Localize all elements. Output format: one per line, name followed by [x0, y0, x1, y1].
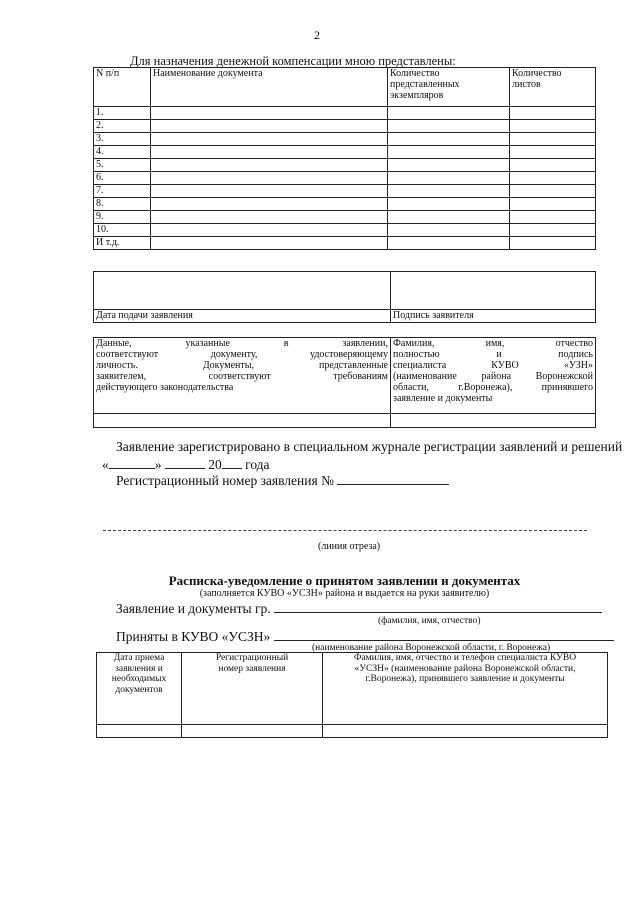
date-day-field[interactable]	[109, 456, 155, 469]
receipt-date-field[interactable]	[97, 725, 182, 738]
table-row: 6.	[94, 172, 596, 185]
date-field[interactable]	[94, 272, 391, 310]
table-row: И т.д.	[94, 237, 596, 250]
table-row: 8.	[94, 198, 596, 211]
table-row: 7.	[94, 185, 596, 198]
receipt-subtitle: (заполняется КУВО «УСЗН» района и выдается на руки заявителю)	[199, 588, 490, 599]
table-row: 4.	[94, 146, 596, 159]
table-row: 3.	[94, 133, 596, 146]
specialist-text: Фамилия, имя, отчество полностью и подпись специалиста КУВО «УЗН» (наименование района Воронежской области, г.Воронежа), принявшего заявление и документы	[391, 338, 596, 414]
table-row: 5.	[94, 159, 596, 172]
table-row: 9.	[94, 211, 596, 224]
applicant-name-field[interactable]	[274, 600, 602, 613]
receipt-title: Расписка-уведомление о принятом заявлении и документах	[168, 573, 521, 588]
documents-table-header	[94, 68, 596, 107]
col-number-header: N п/п	[94, 68, 151, 107]
specialist-sign-field[interactable]	[391, 414, 596, 428]
receipt-specialist-field[interactable]	[323, 725, 608, 738]
col-sheets-header: Количество листов	[510, 68, 596, 107]
table-row: 1.	[94, 107, 596, 120]
signature-label: Подпись заявителя	[391, 310, 596, 323]
district-field[interactable]	[274, 628, 614, 641]
verification-sign-field[interactable]	[94, 414, 391, 428]
fio-hint: (фамилия, имя, отчество)	[378, 616, 481, 626]
receipt-table	[96, 652, 608, 738]
receipt-date-header: Дата приема заявления и необходимых документов	[97, 653, 182, 725]
district-hint: (наименование района Воронежской области, г. Воронежа)	[312, 643, 551, 653]
cut-line-label: (линия отреза)	[318, 541, 381, 552]
receipt-regnum-field[interactable]	[182, 725, 323, 738]
date-signature-box	[93, 271, 596, 323]
signature-field[interactable]	[391, 272, 596, 310]
receipt-regnum-header: Регистрационный номер заявления	[182, 653, 323, 725]
intro-text: Для назначения денежной компенсации мною представлены:	[130, 54, 456, 68]
col-copies-header: Количество представленных экземпляров	[388, 68, 510, 107]
col-doc-name-header: Наименование документа	[151, 68, 388, 107]
registration-line: Заявление зарегистрировано в специальном журнале регистрации заявлений и решений	[116, 439, 623, 454]
receipt-accepted-in: Приняты в КУВО «УСЗН»	[116, 628, 614, 645]
verification-box	[93, 337, 596, 428]
date-year-field[interactable]	[222, 456, 242, 469]
table-row: 2.	[94, 120, 596, 133]
receipt-specialist-header: Фамилия, имя, отчество и телефон специалиста КУВО «УСЗН» (наименование района Воронежской области, г.Воронежа), принявшего заявление и документы	[323, 653, 608, 725]
documents-table	[93, 67, 596, 250]
date-label: Дата подачи заявления	[94, 310, 391, 323]
receipt-docs-from: Заявление и документы гр.	[116, 600, 602, 617]
registration-number-field[interactable]	[337, 472, 449, 485]
table-row: 10.	[94, 224, 596, 237]
date-month-field[interactable]	[165, 456, 205, 469]
table-row	[97, 725, 608, 738]
cut-line	[103, 530, 587, 531]
page-number: 2	[314, 28, 320, 42]
verification-text: Данные, указанные в заявлении, соответствуют документу, удостоверяющему личность. Документы, представленные заявителем, соответствуют требованиям действующего законодательства	[94, 338, 391, 414]
registration-date: « » 20 года	[102, 457, 270, 472]
registration-number: Регистрационный номер заявления №	[116, 472, 449, 489]
